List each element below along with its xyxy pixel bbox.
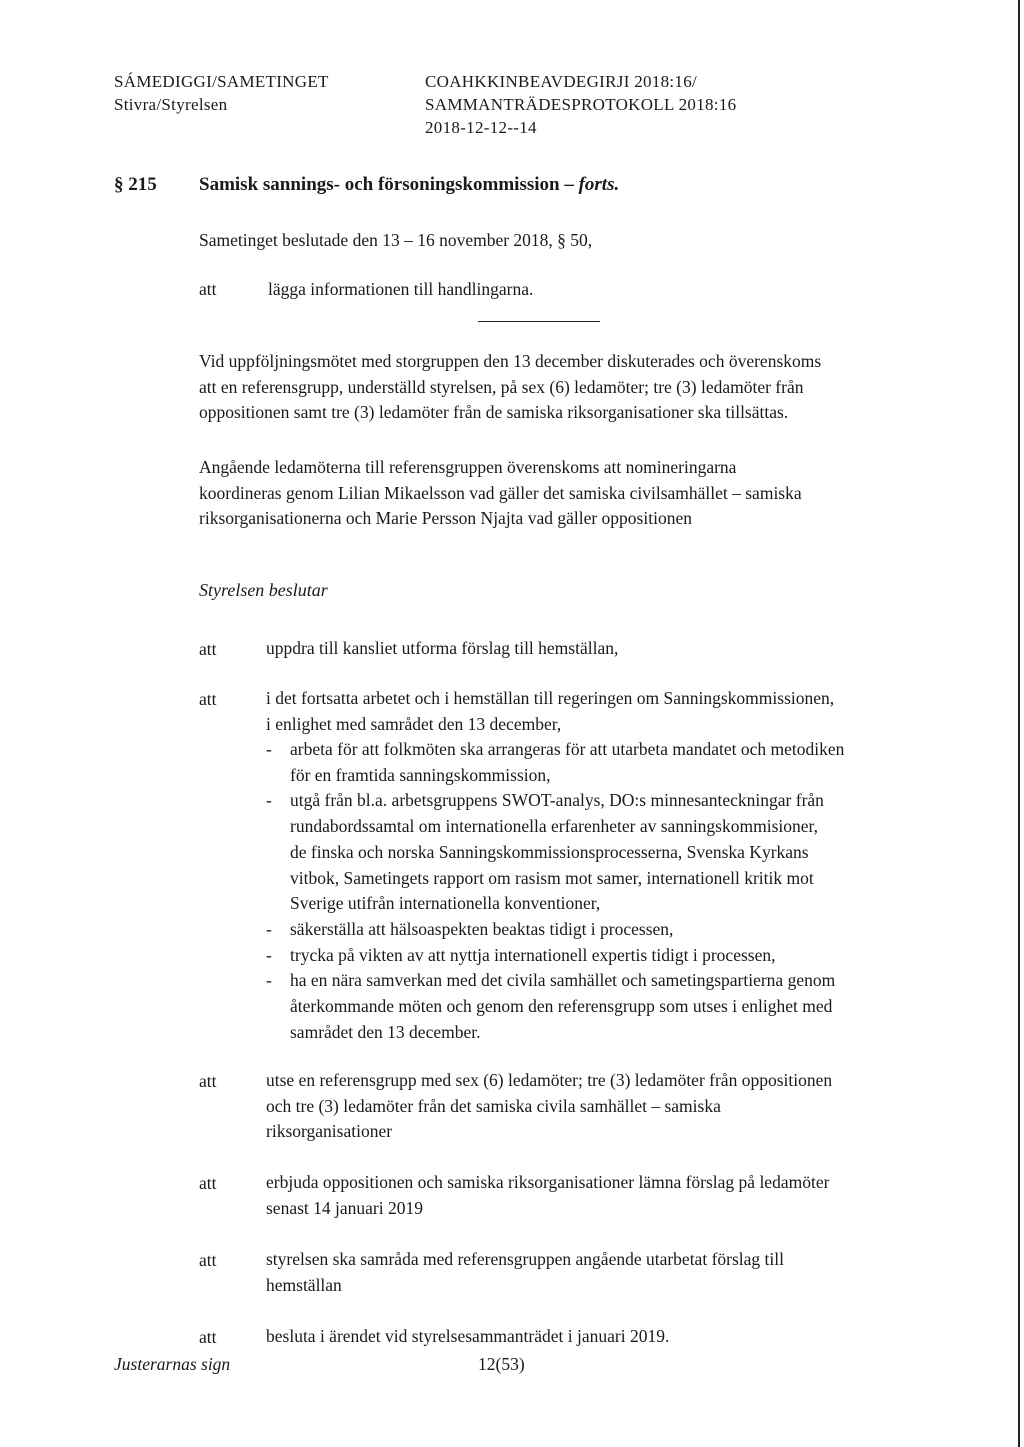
section-title-text: Samisk sannings- och försoningskommission – <box>199 174 579 195</box>
list-item-line: återkommande möten och genom den referensgrupp som utses i enlighet med <box>290 996 833 1017</box>
decision-line: hemställan <box>266 1274 342 1295</box>
list-item-line: samrådet den 13 december. <box>290 1021 481 1042</box>
decision-item-referensgrupp <box>266 1068 832 1145</box>
list-item-line: - arbeta för att folkmöten ska arrangeras för att utarbeta mandatet och metodiken <box>290 739 845 759</box>
doc-id: COAHKKINBEAVDEGIRJI 2018:16/ <box>425 72 698 91</box>
decision-keyword: att <box>199 1327 217 1347</box>
decision-line: styrelsen ska samråda med referensgruppen angående utarbetat förslag till <box>266 1249 784 1269</box>
signature-label: Justerarnas sign <box>114 1354 231 1374</box>
decision-line: erbjuda oppositionen och samiska riksorganisationer lämna förslag på ledamöter <box>266 1172 830 1192</box>
paragraph-uppfoljning <box>199 349 821 426</box>
paragraph-line: att en referensgrupp, underställd styrelsen, på sex (6) ledamöter; tre (3) ledamöter från <box>199 376 804 397</box>
paragraph-line: oppositionen samt tre (3) ledamöter från de samiska riksorganisationer ska tillsättas. <box>199 402 789 422</box>
decision-item-fortsatta <box>266 686 834 737</box>
org-unit: Stivra/Styrelsen <box>114 95 228 114</box>
list-item-line: - trycka på vikten av att nyttja internationell expertis tidigt i processen, <box>290 944 776 965</box>
decision-line: utse en referensgrupp med sex (6) ledamöter; tre (3) ledamöter från oppositionen <box>266 1070 833 1090</box>
decision-item-samrada <box>266 1247 784 1298</box>
list-item-line: - utgå från bl.a. arbetsgruppens SWOT-analys, DO:s minnesanteckningar från <box>290 790 824 811</box>
list-item-line: de finska och norska Sanningskommissionsprocesserna, Svenska Kyrkans <box>290 841 809 862</box>
list-item <box>266 917 966 943</box>
decision-line: uppdra till kansliet utforma förslag till hemställan, <box>266 638 619 658</box>
decision-keyword: att <box>199 689 217 709</box>
list-item-line: för en framtida sanningskommission, <box>290 764 551 785</box>
sub-item-list <box>266 737 966 1045</box>
board-decision-heading: Styrelsen beslutar <box>199 580 328 600</box>
list-item-line: - säkerställa att hälsoaspekten beaktas tidigt i processen, <box>290 918 674 939</box>
list-item <box>266 737 966 788</box>
decision-text: lägga informationen till handlingarna. <box>268 279 534 299</box>
page-number: 12(53) <box>478 1354 525 1374</box>
decision-item-erbjuda <box>266 1170 829 1221</box>
decision-line: riksorganisationer <box>266 1121 393 1141</box>
paragraph-line: koordineras genom Lilian Mikaelsson vad gäller det samiska civilsamhället – samiska <box>199 482 802 503</box>
section-title <box>199 174 619 196</box>
page-edge-line <box>1018 0 1020 1447</box>
decision-keyword: att <box>199 1173 217 1193</box>
section-title-suffix: forts. <box>578 174 620 195</box>
decision-line: senast 14 januari 2019 <box>266 1197 423 1218</box>
list-item <box>266 943 966 969</box>
separator-line <box>478 321 600 322</box>
org-name: SÁMEDIGGI/SAMETINGET <box>114 72 329 91</box>
list-item <box>266 968 966 1045</box>
paragraph-line: Angående ledamöterna till referensgruppen överenskoms att nomineringarna <box>199 457 737 477</box>
decision-line: i det fortsatta arbetet och i hemställan till regeringen om Sanningskommissionen, <box>266 688 835 708</box>
list-item-line: vitbok, Sametingets rapport om rasism mot samer, internationell kritik mot <box>290 867 814 888</box>
list-item <box>266 788 966 917</box>
decision-item-besluta <box>266 1324 669 1350</box>
decision-intro: Sametinget beslutade den 13 – 16 november 2018, § 50, <box>199 230 593 250</box>
paragraph-line: riksorganisationerna och Marie Persson Njajta vad gäller oppositionen <box>199 508 692 528</box>
list-item-line: - ha en nära samverkan med det civila samhället och sametingspartierna genom <box>290 970 836 991</box>
decision-line: och tre (3) ledamöter från det samiska civila samhället – samiska <box>266 1095 721 1116</box>
doc-date: 2018-12-12--14 <box>425 118 537 137</box>
decision-keyword: att <box>199 1250 217 1270</box>
decision-line: i enlighet med samrådet den 13 december, <box>266 713 562 734</box>
decision-line: besluta i ärendet vid styrelsesammanträdet i januari 2019. <box>266 1326 670 1346</box>
doc-title: SAMMANTRÄDESPROTOKOLL 2018:16 <box>425 95 737 114</box>
list-item-line: Sverige utifrån internationella konventioner, <box>290 893 601 914</box>
section-number: § 215 <box>114 174 157 195</box>
list-item-line: rundabordssamtal om internationella erfarenheter av sanningskommisioner, <box>290 816 819 837</box>
paragraph-ledamoter <box>199 455 802 532</box>
decision-item-uppdra <box>266 636 618 662</box>
decision-keyword: att <box>199 279 217 299</box>
decision-keyword: att <box>199 1071 217 1091</box>
paragraph-line: Vid uppföljningsmötet med storgruppen den 13 december diskuterades och överenskoms <box>199 351 822 371</box>
decision-keyword: att <box>199 639 217 659</box>
